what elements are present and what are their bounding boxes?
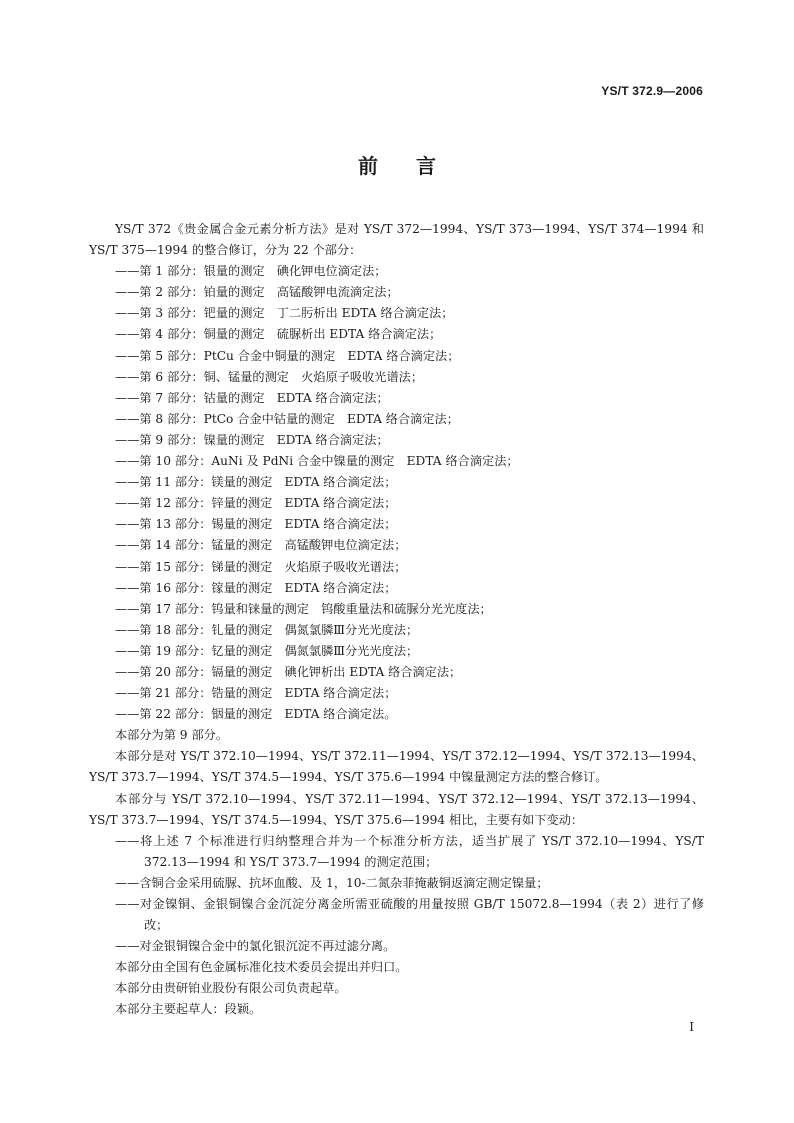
list-item: ——第 17 部分：钨量和铼量的测定 钨酸重量法和硫脲分光光度法； bbox=[115, 601, 492, 616]
page-title: 前言 bbox=[358, 154, 474, 178]
drafters-paragraph: 本部分主要起草人：段颖。 bbox=[115, 1002, 262, 1017]
list-item: ——第 21 部分：锆量的测定 EDTA 络合滴定法； bbox=[115, 686, 397, 701]
list-item: ——第 10 部分：AuNi 及 PdNi 合金中镍量的测定 EDTA 络合滴定法； bbox=[115, 454, 519, 469]
proposer-paragraph: 本部分由全国有色金属标准化技术委员会提出并归口。 bbox=[115, 960, 408, 975]
list-item: ——第 9 部分：镍量的测定 EDTA 络合滴定法； bbox=[115, 432, 389, 447]
comparison-paragraph: 本部分与 YS/T 372.10—1994、YS/T 372.11—1994、YS/T 372.12—1994、YS/T 372.13—1994、YS/T 373.7—1994、YS/T 374.5—1994、YS/T 375.6—1994 相比，主要有如下变动： bbox=[89, 791, 704, 827]
list-item: ——第 8 部分：PtCo 合金中钴量的测定 EDTA 络合滴定法； bbox=[115, 411, 459, 426]
list-item: ——第 20 部分：镉量的测定 碘化钾析出 EDTA 络合滴定法； bbox=[115, 664, 462, 679]
list-item: ——第 11 部分：镁量的测定 EDTA 络合滴定法； bbox=[115, 475, 397, 490]
this-part-paragraph: 本部分为第 9 部分。 bbox=[115, 728, 229, 743]
list-item: ——第 18 部分：钆量的测定 偶氮氯膦Ⅲ分光光度法； bbox=[115, 622, 419, 637]
drafter-org-paragraph: 本部分由贵研铂业股份有限公司负责起草。 bbox=[115, 981, 347, 996]
list-item: ——对金银铜镍合金中的氯化银沉淀不再过滤分离。 bbox=[115, 939, 396, 954]
list-item: ——第 12 部分：锌量的测定 EDTA 络合滴定法； bbox=[115, 496, 397, 511]
list-item: ——第 4 部分：铜量的测定 硫脲析出 EDTA 络合滴定法； bbox=[115, 327, 442, 342]
revision-paragraph: 本部分是对 YS/T 372.10—1994、YS/T 372.11—1994、YS/T 372.12—1994、YS/T 372.13—1994、YS/T 373.7—1994、YS/T 374.5—1994、YS/T 375.6—1994 中镍量测定方法的整合修订。 bbox=[89, 749, 704, 785]
changes-list bbox=[89, 831, 704, 958]
list-item: ——第 6 部分：铜、锰量的测定 火焰原子吸收光谱法； bbox=[115, 369, 424, 384]
foreword-body bbox=[89, 219, 704, 1021]
list-item: ——第 16 部分：镓量的测定 EDTA 络合滴定法； bbox=[115, 580, 397, 595]
page-number: I bbox=[689, 1020, 694, 1034]
list-item: ——将上述 7 个标准进行归纳整理合并为一个标准分析方法，适当扩展了 YS/T 372.10—1994、YS/T 372.13—1994 和 YS/T 373.7—1994 的测定范围； bbox=[115, 833, 704, 869]
list-item: ——对金镍铜、金银铜镍合金沉淀分离金所需亚硫酸的用量按照 GB/T 15072.8—1994（表 2）进行了修改； bbox=[115, 897, 704, 933]
list-item: ——第 19 部分：钇量的测定 偶氮氯膦Ⅲ分光光度法； bbox=[115, 643, 419, 658]
parts-list bbox=[89, 261, 704, 725]
list-item: ——第 15 部分：锑量的测定 火焰原子吸收光谱法； bbox=[115, 559, 407, 574]
list-item: ——第 3 部分：钯量的测定 丁二肟析出 EDTA 络合滴定法； bbox=[115, 306, 454, 321]
list-item: ——第 13 部分：锡量的测定 EDTA 络合滴定法； bbox=[115, 517, 397, 532]
list-item: ——第 2 部分：铂量的测定 高锰酸钾电流滴定法； bbox=[115, 285, 399, 300]
standard-code: YS/T 372.9—2006 bbox=[601, 84, 703, 98]
list-item: ——含铜合金采用硫脲、抗坏血酸、及 1，10-二氮杂菲掩蔽铜返滴定测定镍量； bbox=[115, 875, 549, 890]
list-item: ——第 22 部分：铟量的测定 EDTA 络合滴定法。 bbox=[115, 707, 397, 722]
list-item: ——第 14 部分：锰量的测定 高锰酸钾电位滴定法； bbox=[115, 538, 407, 553]
list-item: ——第 7 部分：钴量的测定 EDTA 络合滴定法； bbox=[115, 390, 389, 405]
intro-paragraph: YS/T 372《贵金属合金元素分析方法》是对 YS/T 372—1994、YS/T 373—1994、YS/T 374—1994 和 YS/T 375—1994 的整合修订，分为 22 个部分： bbox=[89, 222, 704, 258]
list-item: ——第 1 部分：银量的测定 碘化钾电位滴定法； bbox=[115, 264, 387, 279]
list-item: ——第 5 部分：PtCu 合金中铜量的测定 EDTA 络合滴定法； bbox=[115, 348, 460, 363]
